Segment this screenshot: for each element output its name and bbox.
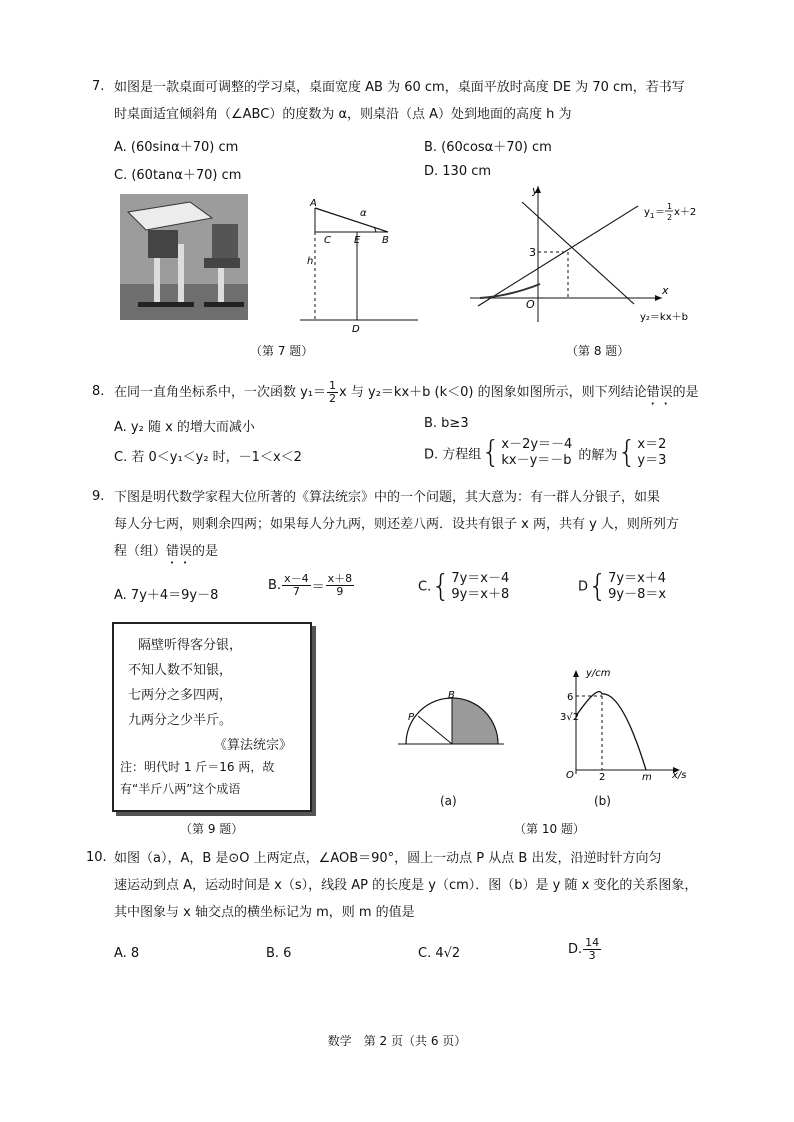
q8-number: 8. <box>92 384 105 399</box>
q8-wrong-emphasis: 错误 <box>646 385 673 400</box>
q7-text-line1: 如图是一款桌面可调整的学习桌，桌面宽度 AB 为 60 cm，桌面平放时高度 DE 为 70 cm，若书写 <box>114 80 685 95</box>
fig8-origin-label: O <box>526 298 535 311</box>
fig8-y1-suffix: x＋2 <box>674 207 697 218</box>
q8-d-sol2: y＝3 <box>637 453 667 468</box>
q9-b-eq: ＝ <box>311 580 325 595</box>
q8-d-eq1: x－2y＝－4 <box>501 437 573 452</box>
q7-option-a: A. (60sinα＋70) cm <box>114 140 239 155</box>
q8-d-solution <box>637 437 666 469</box>
q9-option-a: A. 7y＋4＝9y－8 <box>114 588 219 603</box>
q8-d-system <box>501 437 572 469</box>
fig8-caption: （第 8 题） <box>566 344 630 358</box>
q9-c-brace: { <box>431 569 451 604</box>
fig8-y-label: y <box>532 184 539 197</box>
q9-wrong-emphasis: 错误 <box>166 544 193 559</box>
q9-d-eq2: 9y－8＝x <box>608 587 667 602</box>
poem-note-1: 注：明代时 1 斤＝16 两，故 <box>120 760 275 774</box>
desk-photo <box>120 194 248 320</box>
q8-d-mid: 的解为 <box>578 447 618 463</box>
q9-b-n1: x－4 <box>284 572 309 585</box>
q10-text-line1: 如图（a），A，B 是⊙O 上两定点，∠AOB＝90°，圆上一动点 P 从点 B 出发，沿逆时针方向匀 <box>114 851 662 866</box>
poem-source: 《算法统宗》 <box>214 738 293 753</box>
fig10-caption: （第 10 题） <box>514 822 585 836</box>
q9-caption: （第 9 题） <box>180 822 244 836</box>
fig10a-label-b: B <box>448 690 455 701</box>
q8-d-sol1: x＝2 <box>637 437 667 452</box>
q10-d-num: 14 <box>585 936 600 949</box>
q10-d-den: 3 <box>588 949 596 962</box>
q9-text-line3 <box>114 543 218 567</box>
fig8-y1-eq: ＝ <box>655 207 665 218</box>
q8-half-num: 1 <box>329 379 337 392</box>
label-b: B <box>382 235 389 246</box>
q8-option-a: A. y₂ 随 x 的增大而减小 <box>114 420 255 435</box>
q10-option-d <box>568 937 602 962</box>
fig8-y1-num: 1 <box>667 202 673 211</box>
q8-d-brace: { <box>481 435 501 470</box>
label-a: A <box>310 198 317 209</box>
q8-d-brace2: { <box>617 435 637 470</box>
q7-option-c: C. (60tanα＋70) cm <box>114 168 242 183</box>
q10-option-b: B. 6 <box>266 946 292 961</box>
q10-option-c: C. 4√2 <box>418 946 461 961</box>
q8-option-d <box>424 437 666 469</box>
fig10b-sublabel: (b) <box>594 794 611 808</box>
q10-text-line3: 其中图象与 x 轴交点的横坐标记为 m，则 m 的值是 <box>114 905 415 920</box>
q9-b-prefix: B. <box>268 578 282 593</box>
fig10b-tick-6: 6 <box>567 692 574 703</box>
q9-d-brace: { <box>588 569 608 604</box>
suanfa-poem-box <box>112 622 312 812</box>
q9-d-prefix: D <box>578 579 589 595</box>
fig10a-label-p: P <box>408 712 415 723</box>
fig8-tick-3: 3 <box>529 246 536 259</box>
q9-line3-post: 的是 <box>192 544 219 559</box>
q8-option-c: C. 若 0＜y₁＜y₂ 时，－1＜x＜2 <box>114 450 302 465</box>
q8-d-prefix: D. 方程组 <box>424 447 482 463</box>
q9-option-c <box>418 571 509 603</box>
fig10b-y-axis-label: y/cm <box>586 668 611 679</box>
fig8-y1-sub: 1 <box>650 212 655 220</box>
fig8-y1-den: 2 <box>667 213 673 222</box>
q9-c-system <box>451 571 509 603</box>
q9-d-system <box>608 571 666 603</box>
q8-text-b: x 与 y₂＝kx＋b (k＜0) 的图象如图所示，则下列结论 <box>339 385 647 400</box>
q10-text-line2: 速运动到点 A，运动时间是 x（s），线段 AP 的长度是 y（cm）．图（b）是 y 随 x 变化的关系图象， <box>114 878 698 893</box>
fig10b-graph <box>560 664 700 780</box>
fig10b-tick-2: 2 <box>599 772 606 780</box>
page-footer: 数学 第 2 页（共 6 页） <box>327 1034 467 1048</box>
q10-d-fraction <box>583 937 601 962</box>
q9-b-frac1 <box>282 573 311 598</box>
fig10a-sublabel: (a) <box>440 794 457 808</box>
fig8-graph <box>462 180 702 330</box>
q7-geometry-diagram <box>300 194 420 336</box>
q7-caption: （第 7 题） <box>250 344 314 358</box>
q8-half-den: 2 <box>329 392 337 405</box>
q10-d-prefix: D. <box>568 942 583 957</box>
q9-c-eq1: 7y＝x－4 <box>451 571 510 586</box>
fig10b-tick-3root2: 3√2 <box>560 712 580 723</box>
q7-option-b: B. (60cosα＋70) cm <box>424 140 552 155</box>
q9-c-eq2: 9y＝x＋8 <box>451 587 510 602</box>
fig8-x-label: x <box>662 284 669 297</box>
poem-line-3: 七两分之多四两， <box>128 688 233 703</box>
q7-number: 7. <box>92 79 105 94</box>
fig10b-tick-m: m <box>642 772 652 780</box>
q8-option-b: B. b≥3 <box>424 416 469 431</box>
fig10b-origin: O <box>566 770 574 780</box>
q8-half-fraction <box>327 380 338 405</box>
q10-number: 10. <box>86 850 107 865</box>
q9-text-line2: 每人分七两，则剩余四两；如果每人分九两，则还差八两．设共有银子 x 两，共有 y 人，则所列方 <box>114 517 679 532</box>
q9-line3-pre: 程（组） <box>114 544 167 559</box>
q8-text-c: 的是 <box>672 385 699 400</box>
q9-b-d2: 9 <box>336 585 344 598</box>
fig8-y1-prefix: y <box>644 207 650 218</box>
poem-line-2: 不知人数不知银， <box>128 663 233 678</box>
q9-c-prefix: C. <box>418 579 432 595</box>
q7-text-line2: 时桌面适宜倾斜角（∠ABC）的度数为 α，则桌沿（点 A）处到地面的高度 h 为 <box>114 107 572 122</box>
q9-d-eq1: 7y＝x＋4 <box>608 571 667 586</box>
q9-b-d1: 7 <box>292 585 300 598</box>
label-alpha: α <box>360 208 367 219</box>
fig10b-x-axis-label: x/s <box>672 770 687 780</box>
fig8-y2-label: y₂＝kx＋b <box>640 312 688 323</box>
q9-b-n2: x＋8 <box>327 572 353 585</box>
label-h: h <box>307 256 314 267</box>
q9-number: 9. <box>92 489 105 504</box>
label-e: E <box>354 235 361 246</box>
q7-option-d: D. 130 cm <box>424 164 492 179</box>
q8-text-a: 在同一直角坐标系中，一次函数 y₁＝ <box>114 385 327 400</box>
fig10a-diagram <box>396 690 506 750</box>
q9-option-d <box>578 571 666 603</box>
q8-text <box>114 380 699 408</box>
poem-note-2: 有“半斤八两”这个成语 <box>120 782 241 796</box>
q9-b-frac2 <box>326 573 355 598</box>
q9-text-line1: 下图是明代数学家程大位所著的《算法统宗》中的一个问题，其大意为：有一群人分银子，如果 <box>114 490 661 505</box>
poem-line-1: 隔壁听得客分银， <box>138 638 243 653</box>
poem-line-4: 九两分之少半斤。 <box>128 713 233 728</box>
label-d: D <box>352 324 360 335</box>
label-c: C <box>324 235 331 246</box>
q10-option-a: A. 8 <box>114 946 140 961</box>
q9-option-b <box>268 573 355 598</box>
q8-d-eq2: kx－y＝－b <box>501 453 572 468</box>
